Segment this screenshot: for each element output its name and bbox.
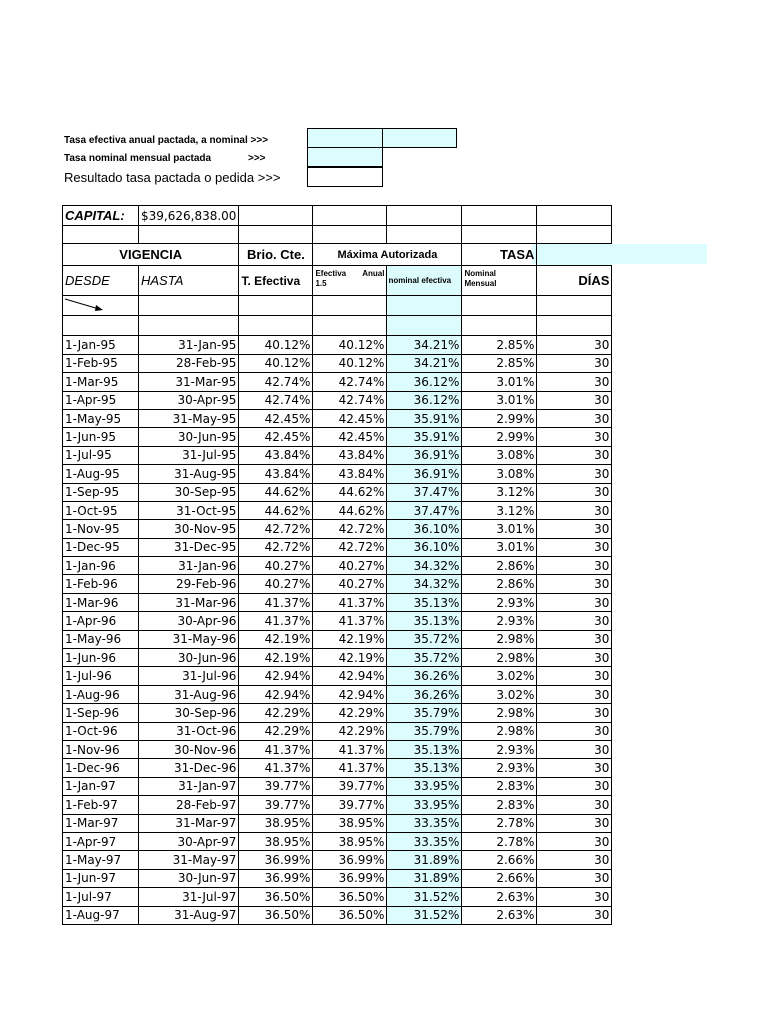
cell-desde[interactable]: 1-Feb-96 <box>63 575 139 593</box>
cell-dias[interactable]: 30 <box>537 428 612 446</box>
table-row <box>63 740 612 758</box>
cell-t-efectiva[interactable]: 42.74% <box>239 373 313 391</box>
cell-dias[interactable]: 30 <box>537 814 612 832</box>
cell-nominal-mensual[interactable]: 3.01% <box>462 520 537 538</box>
cell-t-efectiva[interactable]: 44.62% <box>239 483 313 501</box>
cell-efectiva-anual[interactable]: 43.84% <box>313 446 387 464</box>
table-row <box>63 888 612 906</box>
cell-t-efectiva[interactable]: 42.94% <box>239 667 313 685</box>
cell-hasta[interactable]: 31-Mar-97 <box>139 814 239 832</box>
table-row <box>63 465 612 483</box>
table-row <box>63 832 612 850</box>
cell-t-efectiva[interactable]: 38.95% <box>239 814 313 832</box>
cell-dias[interactable]: 30 <box>537 667 612 685</box>
table-row <box>63 483 612 501</box>
cell-efectiva-anual[interactable]: 39.77% <box>313 777 387 795</box>
cell-hasta[interactable]: 31-Aug-97 <box>139 906 239 924</box>
table-row <box>63 869 612 887</box>
cell-t-efectiva[interactable]: 39.77% <box>239 777 313 795</box>
cell-t-efectiva[interactable]: 42.74% <box>239 391 313 409</box>
cell-hasta[interactable]: 31-Jan-95 <box>139 336 239 354</box>
cell-hasta[interactable]: 31-Oct-95 <box>139 501 239 519</box>
cell-nominal-efectiva[interactable]: 36.91% <box>387 465 462 483</box>
table-row <box>63 575 612 593</box>
cell-nominal-mensual[interactable]: 2.66% <box>462 869 537 887</box>
cell-nominal-efectiva[interactable]: 35.13% <box>387 612 462 630</box>
cell-dias[interactable]: 30 <box>537 501 612 519</box>
cell-desde[interactable]: 1-Jun-97 <box>63 869 139 887</box>
cell-desde[interactable]: 1-Mar-95 <box>63 373 139 391</box>
table-row <box>63 354 612 372</box>
cell-efectiva-anual[interactable]: 40.27% <box>313 557 387 575</box>
cell-hasta[interactable]: 30-Nov-95 <box>139 520 239 538</box>
cell-dias[interactable]: 30 <box>537 704 612 722</box>
header-t-efectiva: T. Efectiva <box>239 266 313 296</box>
header-efectiva-anual: Efectiva Anual 1.5 <box>313 266 387 296</box>
cell-dias[interactable]: 30 <box>537 354 612 372</box>
cell-hasta[interactable]: 31-Jul-96 <box>139 667 239 685</box>
cell-efectiva-anual[interactable]: 41.37% <box>313 612 387 630</box>
cell-desde[interactable]: 1-May-95 <box>63 409 139 427</box>
cell-dias[interactable]: 30 <box>537 557 612 575</box>
table-row <box>63 520 612 538</box>
cell-hasta[interactable]: 30-Apr-97 <box>139 832 239 850</box>
header-nominal-mensual: Nominal Mensual <box>462 266 537 296</box>
cell-efectiva-anual[interactable]: 42.74% <box>313 391 387 409</box>
cell-nominal-mensual[interactable]: 3.12% <box>462 501 537 519</box>
cell-nominal-efectiva[interactable]: 35.13% <box>387 740 462 758</box>
cell-dias[interactable]: 30 <box>537 373 612 391</box>
table-row <box>63 612 612 630</box>
cell-nominal-mensual[interactable]: 2.93% <box>462 612 537 630</box>
cell-t-efectiva[interactable]: 40.12% <box>239 336 313 354</box>
cell-t-efectiva[interactable]: 42.45% <box>239 428 313 446</box>
cell-dias[interactable]: 30 <box>537 520 612 538</box>
cell-t-efectiva[interactable]: 42.45% <box>239 409 313 427</box>
cell-t-efectiva[interactable]: 42.29% <box>239 722 313 740</box>
cell-desde[interactable]: 1-Apr-96 <box>63 612 139 630</box>
cell-dias[interactable]: 30 <box>537 538 612 556</box>
cell-nominal-efectiva[interactable]: 35.72% <box>387 630 462 648</box>
cell-t-efectiva[interactable]: 44.62% <box>239 501 313 519</box>
cell-dias[interactable]: 30 <box>537 906 612 924</box>
cell-hasta[interactable]: 28-Feb-95 <box>139 354 239 372</box>
cell-t-efectiva[interactable]: 42.19% <box>239 649 313 667</box>
cell-dias[interactable]: 30 <box>537 888 612 906</box>
cell-t-efectiva[interactable]: 41.37% <box>239 759 313 777</box>
cell-nominal-mensual[interactable]: 2.98% <box>462 649 537 667</box>
cell-nominal-efectiva[interactable]: 31.89% <box>387 851 462 869</box>
cell-nominal-mensual[interactable]: 2.63% <box>462 906 537 924</box>
cell-efectiva-anual[interactable]: 44.62% <box>313 501 387 519</box>
table-row <box>63 446 612 464</box>
cell-desde[interactable]: 1-Jul-97 <box>63 888 139 906</box>
cell-desde[interactable]: 1-Jul-95 <box>63 446 139 464</box>
input-tasa-efectiva-anual-result[interactable] <box>382 128 457 148</box>
table-row <box>63 685 612 703</box>
cell-hasta[interactable]: 31-May-95 <box>139 409 239 427</box>
cell-t-efectiva[interactable]: 38.95% <box>239 832 313 850</box>
cell-desde[interactable]: 1-Oct-95 <box>63 501 139 519</box>
cell-nominal-efectiva[interactable]: 35.13% <box>387 759 462 777</box>
header-tasa: TASA <box>462 244 537 266</box>
cell-efectiva-anual[interactable]: 41.37% <box>313 593 387 611</box>
cell-nominal-mensual[interactable]: 2.85% <box>462 354 537 372</box>
table-row <box>63 428 612 446</box>
cell-efectiva-anual[interactable]: 38.95% <box>313 814 387 832</box>
cell-desde[interactable]: 1-Oct-96 <box>63 722 139 740</box>
cell-nominal-efectiva[interactable]: 37.47% <box>387 501 462 519</box>
cell-hasta[interactable]: 31-Jan-97 <box>139 777 239 795</box>
cell-efectiva-anual[interactable]: 42.94% <box>313 685 387 703</box>
cell-dias[interactable]: 30 <box>537 465 612 483</box>
output-resultado-tasa <box>307 167 383 187</box>
cell-desde[interactable]: 1-May-97 <box>63 851 139 869</box>
cell-desde[interactable]: 1-May-96 <box>63 630 139 648</box>
cell-dias[interactable]: 30 <box>537 391 612 409</box>
cell-efectiva-anual[interactable]: 36.99% <box>313 851 387 869</box>
cell-nominal-efectiva[interactable]: 35.79% <box>387 722 462 740</box>
cell-dias[interactable]: 30 <box>537 851 612 869</box>
cell-nominal-mensual[interactable]: 2.78% <box>462 832 537 850</box>
cell-nominal-mensual[interactable]: 2.99% <box>462 428 537 446</box>
cell-nominal-mensual[interactable]: 3.08% <box>462 465 537 483</box>
cell-efectiva-anual[interactable]: 39.77% <box>313 796 387 814</box>
cell-t-efectiva[interactable]: 42.94% <box>239 685 313 703</box>
table-row <box>63 777 612 795</box>
cell-desde[interactable]: 1-Dec-96 <box>63 759 139 777</box>
cell-hasta[interactable]: 31-Jul-97 <box>139 888 239 906</box>
rates-table <box>62 205 612 925</box>
cell-nominal-efectiva[interactable]: 35.91% <box>387 409 462 427</box>
cell-hasta[interactable]: 30-Sep-96 <box>139 704 239 722</box>
label-tasa-nominal-arrow: >>> <box>248 153 266 164</box>
cell-t-efectiva[interactable]: 36.99% <box>239 869 313 887</box>
cell-dias[interactable]: 30 <box>537 722 612 740</box>
cell-efectiva-anual[interactable]: 36.99% <box>313 869 387 887</box>
cell-dias[interactable]: 30 <box>537 869 612 887</box>
cell-nominal-mensual[interactable]: 2.86% <box>462 557 537 575</box>
cell-nominal-efectiva[interactable]: 35.79% <box>387 704 462 722</box>
cell-dias[interactable]: 30 <box>537 630 612 648</box>
cell-desde[interactable]: 1-Aug-95 <box>63 465 139 483</box>
cell-dias[interactable]: 30 <box>537 832 612 850</box>
cell-desde[interactable]: 1-Jun-96 <box>63 649 139 667</box>
table-row <box>63 906 612 924</box>
cell-t-efectiva[interactable]: 40.12% <box>239 354 313 372</box>
header-dias: DÍAS <box>537 266 612 296</box>
cell-nominal-mensual[interactable]: 2.98% <box>462 704 537 722</box>
cell-nominal-mensual[interactable]: 2.93% <box>462 740 537 758</box>
cell-hasta[interactable]: 31-May-97 <box>139 851 239 869</box>
cell-efectiva-anual[interactable]: 42.72% <box>313 520 387 538</box>
cell-t-efectiva[interactable]: 41.37% <box>239 593 313 611</box>
cell-t-efectiva[interactable]: 43.84% <box>239 465 313 483</box>
cell-nominal-efectiva[interactable]: 35.91% <box>387 428 462 446</box>
cell-nominal-efectiva[interactable]: 34.32% <box>387 575 462 593</box>
cell-hasta[interactable]: 31-Jul-95 <box>139 446 239 464</box>
cell-t-efectiva[interactable]: 36.99% <box>239 851 313 869</box>
cell-desde[interactable]: 1-Sep-96 <box>63 704 139 722</box>
cell-nominal-mensual[interactable]: 2.66% <box>462 851 537 869</box>
cell-t-efectiva[interactable]: 42.72% <box>239 538 313 556</box>
cell-dias[interactable]: 30 <box>537 409 612 427</box>
cell-desde[interactable]: 1-Apr-95 <box>63 391 139 409</box>
cell-nominal-mensual[interactable]: 3.01% <box>462 538 537 556</box>
cell-dias[interactable]: 30 <box>537 483 612 501</box>
cell-nominal-mensual[interactable]: 2.78% <box>462 814 537 832</box>
cell-nominal-efectiva[interactable]: 37.47% <box>387 483 462 501</box>
cell-nominal-efectiva[interactable]: 34.21% <box>387 336 462 354</box>
table-row <box>63 336 612 354</box>
cell-nominal-efectiva[interactable]: 33.95% <box>387 796 462 814</box>
table-row <box>63 538 612 556</box>
cell-t-efectiva[interactable]: 42.29% <box>239 704 313 722</box>
header-nominal-efectiva: nominal efectiva <box>387 266 462 296</box>
label-resultado-tasa: Resultado tasa pactada o pedida >>> <box>64 170 281 185</box>
cell-hasta[interactable]: 31-May-96 <box>139 630 239 648</box>
cell-nominal-efectiva[interactable]: 31.52% <box>387 906 462 924</box>
cell-efectiva-anual[interactable]: 42.29% <box>313 704 387 722</box>
cell-nominal-mensual[interactable]: 2.98% <box>462 722 537 740</box>
cell-hasta[interactable]: 31-Aug-96 <box>139 685 239 703</box>
cell-nominal-mensual[interactable]: 2.63% <box>462 888 537 906</box>
cell-desde[interactable]: 1-Jan-97 <box>63 777 139 795</box>
cell-desde[interactable]: 1-Feb-95 <box>63 354 139 372</box>
table-row <box>63 759 612 777</box>
cell-nominal-efectiva[interactable]: 36.26% <box>387 667 462 685</box>
cell-dias[interactable]: 30 <box>537 446 612 464</box>
cell-dias[interactable]: 30 <box>537 740 612 758</box>
cell-hasta[interactable]: 31-Jan-96 <box>139 557 239 575</box>
cell-hasta[interactable]: 31-Dec-95 <box>139 538 239 556</box>
cell-efectiva-anual[interactable]: 36.50% <box>313 906 387 924</box>
cell-nominal-mensual[interactable]: 2.85% <box>462 336 537 354</box>
cell-efectiva-anual[interactable]: 42.72% <box>313 538 387 556</box>
cell-desde[interactable]: 1-Dec-95 <box>63 538 139 556</box>
cell-efectiva-anual[interactable]: 42.29% <box>313 722 387 740</box>
header-maxima-autorizada: Máxima Autorizada <box>313 244 462 266</box>
table-row <box>63 593 612 611</box>
cell-desde[interactable]: 1-Mar-97 <box>63 814 139 832</box>
cell-efectiva-anual[interactable]: 42.74% <box>313 373 387 391</box>
cell-nominal-efectiva[interactable]: 34.32% <box>387 557 462 575</box>
cell-t-efectiva[interactable]: 41.37% <box>239 612 313 630</box>
cell-desde[interactable]: 1-Aug-97 <box>63 906 139 924</box>
cell-hasta[interactable]: 29-Feb-96 <box>139 575 239 593</box>
cell-hasta[interactable]: 28-Feb-97 <box>139 796 239 814</box>
cell-hasta[interactable]: 30-Nov-96 <box>139 740 239 758</box>
cell-nominal-mensual[interactable]: 2.86% <box>462 575 537 593</box>
cell-nominal-mensual[interactable]: 2.93% <box>462 593 537 611</box>
cell-nominal-mensual[interactable]: 3.01% <box>462 373 537 391</box>
table-row <box>63 630 612 648</box>
cell-efectiva-anual[interactable]: 38.95% <box>313 832 387 850</box>
cell-efectiva-anual[interactable]: 40.12% <box>313 354 387 372</box>
cell-hasta[interactable]: 31-Mar-95 <box>139 373 239 391</box>
cell-desde[interactable]: 1-Feb-97 <box>63 796 139 814</box>
cell-t-efectiva[interactable]: 41.37% <box>239 740 313 758</box>
cell-nominal-mensual[interactable]: 2.83% <box>462 777 537 795</box>
table-row <box>63 722 612 740</box>
label-tasa-nominal-mensual: Tasa nominal mensual pactada <box>64 153 212 164</box>
table-row <box>63 796 612 814</box>
cell-desde[interactable]: 1-Jul-96 <box>63 667 139 685</box>
cell-efectiva-anual[interactable]: 40.12% <box>313 336 387 354</box>
table-row <box>63 814 612 832</box>
header-desde: DESDE <box>63 266 139 296</box>
cell-hasta[interactable]: 31-Dec-96 <box>139 759 239 777</box>
cell-nominal-efectiva[interactable]: 36.10% <box>387 520 462 538</box>
table-row <box>63 373 612 391</box>
header-vigencia: VIGENCIA <box>63 244 239 266</box>
cell-efectiva-anual[interactable]: 42.19% <box>313 630 387 648</box>
cell-nominal-mensual[interactable]: 3.08% <box>462 446 537 464</box>
cell-desde[interactable]: 1-Sep-95 <box>63 483 139 501</box>
cell-hasta[interactable]: 31-Mar-96 <box>139 593 239 611</box>
table-row <box>63 409 612 427</box>
cell-nominal-mensual[interactable]: 2.93% <box>462 759 537 777</box>
cell-nominal-mensual[interactable]: 3.01% <box>462 391 537 409</box>
cell-desde[interactable]: 1-Nov-96 <box>63 740 139 758</box>
cell-efectiva-anual[interactable]: 42.19% <box>313 649 387 667</box>
cell-nominal-efectiva[interactable]: 33.35% <box>387 814 462 832</box>
cell-nominal-efectiva[interactable]: 36.91% <box>387 446 462 464</box>
cell-dias[interactable]: 30 <box>537 759 612 777</box>
cell-efectiva-anual[interactable]: 41.37% <box>313 740 387 758</box>
cell-nominal-mensual[interactable]: 3.02% <box>462 685 537 703</box>
cell-efectiva-anual[interactable]: 41.37% <box>313 759 387 777</box>
table-row <box>63 667 612 685</box>
cell-dias[interactable]: 30 <box>537 612 612 630</box>
header-hasta: HASTA <box>139 266 239 296</box>
table-row <box>63 557 612 575</box>
cell-nominal-efectiva[interactable]: 31.52% <box>387 888 462 906</box>
cell-nominal-efectiva[interactable]: 33.95% <box>387 777 462 795</box>
cell-nominal-efectiva[interactable]: 34.21% <box>387 354 462 372</box>
cell-dias[interactable]: 30 <box>537 649 612 667</box>
cell-desde[interactable]: 1-Mar-96 <box>63 593 139 611</box>
table-row <box>63 704 612 722</box>
cell-hasta[interactable]: 30-Apr-96 <box>139 612 239 630</box>
cell-t-efectiva[interactable]: 43.84% <box>239 446 313 464</box>
capital-value[interactable]: $39,626,838.00 <box>139 206 239 226</box>
input-tasa-efectiva-anual[interactable] <box>307 128 383 148</box>
cell-dias[interactable]: 30 <box>537 777 612 795</box>
cell-dias[interactable]: 30 <box>537 796 612 814</box>
table-row <box>63 391 612 409</box>
cell-hasta[interactable]: 30-Sep-95 <box>139 483 239 501</box>
cell-desde[interactable]: 1-Jun-95 <box>63 428 139 446</box>
cell-efectiva-anual[interactable]: 42.94% <box>313 667 387 685</box>
label-tasa-efectiva-anual: Tasa efectiva anual pactada, a nominal >>> <box>64 135 269 146</box>
cell-efectiva-anual[interactable]: 42.45% <box>313 428 387 446</box>
cell-hasta[interactable]: 30-Jun-96 <box>139 649 239 667</box>
cell-nominal-efectiva[interactable]: 36.26% <box>387 685 462 703</box>
cell-hasta[interactable]: 31-Aug-95 <box>139 465 239 483</box>
cell-t-efectiva[interactable]: 36.50% <box>239 906 313 924</box>
cell-t-efectiva[interactable]: 36.50% <box>239 888 313 906</box>
cell-desde[interactable]: 1-Nov-95 <box>63 520 139 538</box>
cell-nominal-mensual[interactable]: 2.99% <box>462 409 537 427</box>
cell-efectiva-anual[interactable]: 43.84% <box>313 465 387 483</box>
cell-nominal-efectiva[interactable]: 35.13% <box>387 593 462 611</box>
cell-t-efectiva[interactable]: 40.27% <box>239 557 313 575</box>
cell-efectiva-anual[interactable]: 40.27% <box>313 575 387 593</box>
cell-nominal-efectiva[interactable]: 31.89% <box>387 869 462 887</box>
cell-nominal-efectiva[interactable]: 35.72% <box>387 649 462 667</box>
cell-nominal-efectiva[interactable]: 36.12% <box>387 391 462 409</box>
cell-nominal-mensual[interactable]: 3.02% <box>462 667 537 685</box>
header-brio-cte: Brio. Cte. <box>239 244 313 266</box>
cell-nominal-mensual[interactable]: 2.98% <box>462 630 537 648</box>
cell-nominal-efectiva[interactable]: 36.12% <box>387 373 462 391</box>
cell-dias[interactable]: 30 <box>537 575 612 593</box>
cell-nominal-efectiva[interactable]: 36.10% <box>387 538 462 556</box>
cell-dias[interactable]: 30 <box>537 593 612 611</box>
cell-hasta[interactable]: 30-Jun-97 <box>139 869 239 887</box>
table-row <box>63 851 612 869</box>
cell-efectiva-anual[interactable]: 44.62% <box>313 483 387 501</box>
cell-efectiva-anual[interactable]: 42.45% <box>313 409 387 427</box>
table-row <box>63 501 612 519</box>
cell-hasta[interactable]: 30-Jun-95 <box>139 428 239 446</box>
cell-nominal-mensual[interactable]: 3.12% <box>462 483 537 501</box>
cell-desde[interactable]: 1-Jan-96 <box>63 557 139 575</box>
cell-efectiva-anual[interactable]: 36.50% <box>313 888 387 906</box>
cell-nominal-mensual[interactable]: 2.83% <box>462 796 537 814</box>
cell-desde[interactable]: 1-Jan-95 <box>63 336 139 354</box>
cell-nominal-efectiva[interactable]: 33.35% <box>387 832 462 850</box>
cell-hasta[interactable]: 30-Apr-95 <box>139 391 239 409</box>
diagonal-arrow-icon <box>63 296 139 316</box>
cell-dias[interactable]: 30 <box>537 685 612 703</box>
table-row <box>63 649 612 667</box>
cell-t-efectiva[interactable]: 42.72% <box>239 520 313 538</box>
cell-dias[interactable]: 30 <box>537 336 612 354</box>
cell-desde[interactable]: 1-Apr-97 <box>63 832 139 850</box>
cell-t-efectiva[interactable]: 39.77% <box>239 796 313 814</box>
cell-desde[interactable]: 1-Aug-96 <box>63 685 139 703</box>
arrow-cell <box>63 296 139 316</box>
input-tasa-nominal-mensual[interactable] <box>307 147 383 167</box>
cell-t-efectiva[interactable]: 40.27% <box>239 575 313 593</box>
capital-label: CAPITAL: <box>63 206 139 226</box>
cell-hasta[interactable]: 31-Oct-96 <box>139 722 239 740</box>
cell-t-efectiva[interactable]: 42.19% <box>239 630 313 648</box>
